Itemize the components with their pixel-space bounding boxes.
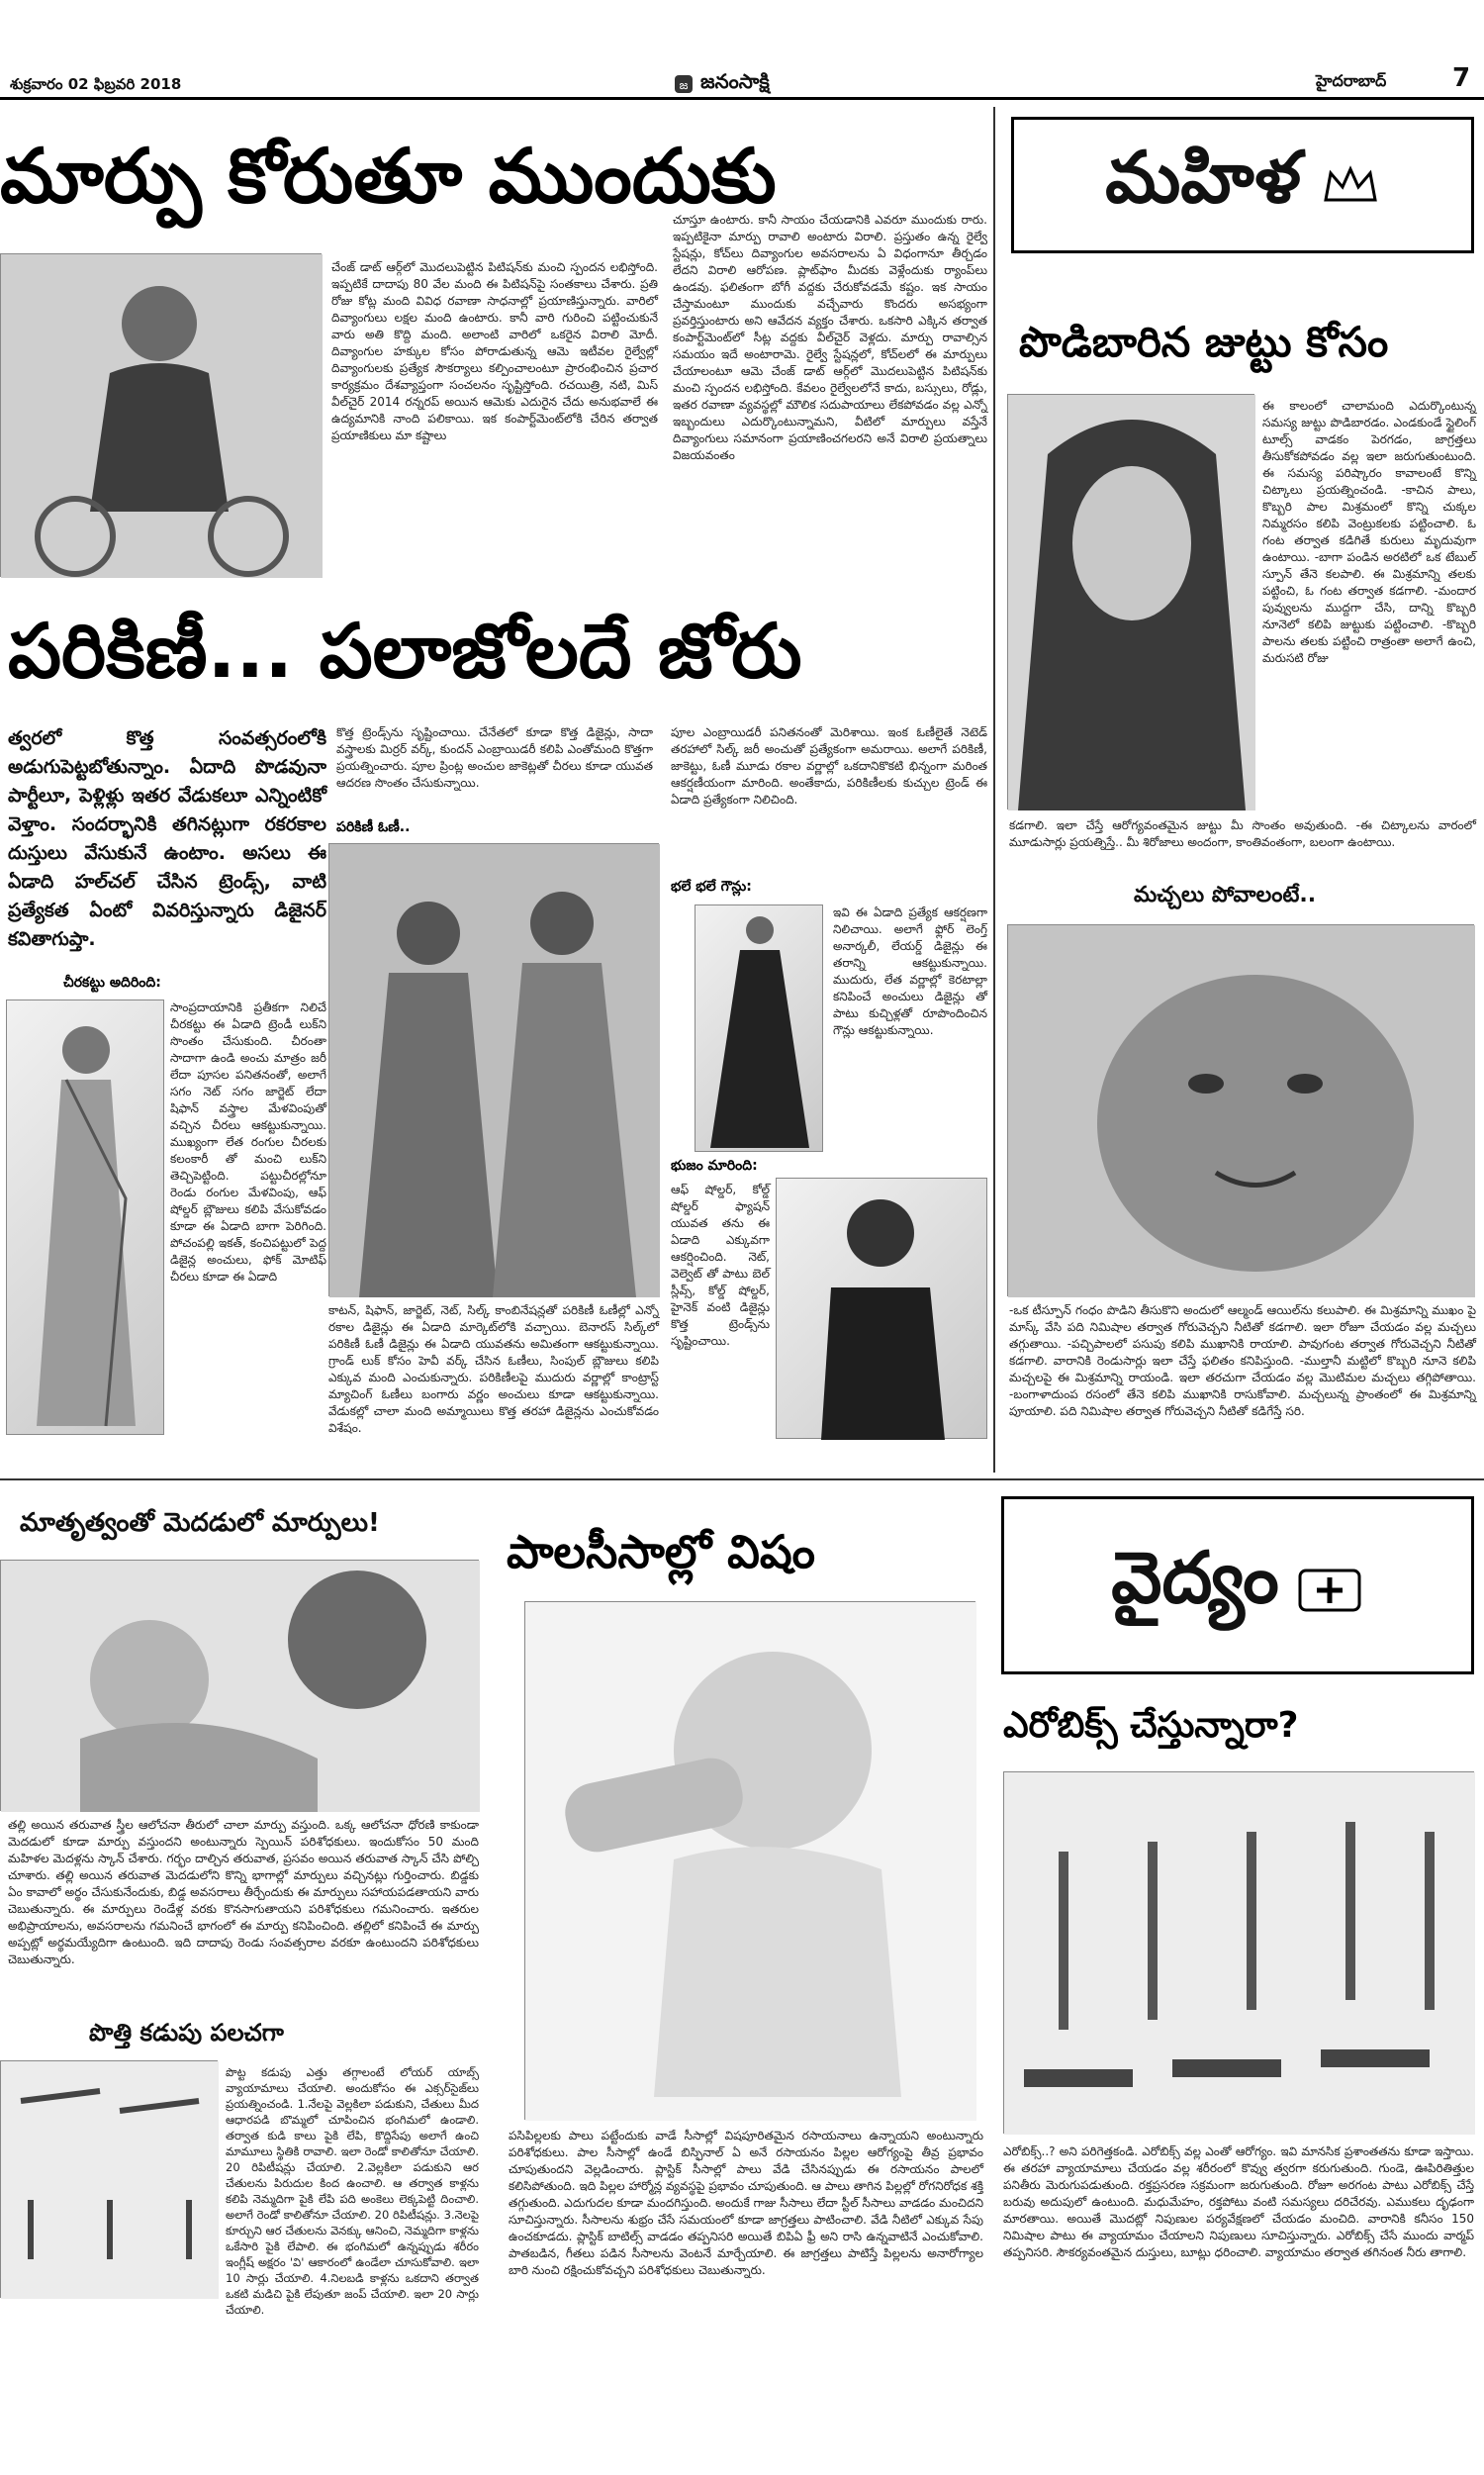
aerobics-class-illustration [1004, 1772, 1475, 2135]
story2-subhead-bhujam: భుజం మారింది: [671, 1158, 758, 1174]
story2-subhead-gown: భలే భలే గౌన్లు: [671, 879, 752, 895]
baby-drinking-bottle-illustration [525, 1602, 976, 2121]
off-shoulder-model-illustration [777, 1179, 988, 1440]
langa-voni-photo [328, 843, 659, 1296]
story1-column-1: చేంజ్ డాట్ ఆర్గ్‌లో మొదలుపెట్టిన పిటిషన్‌కు మంచి స్పందన లభిస్తోంది. ఇప్పటికే దాదాపు 80 వేల మంది ఈ పిటిషన్‌పై సంతకాలు చేశారు. ప్రతి రోజు కోట్ల మంది వివిధ రవాణా సాధనాల్లో ప్రయాణిస్తున్నారు. వారిలో దివ్యాంగులు లక్షల మంది ఉంటారు. కానీ వారి గురించి పట్టించుకునే వారు అతి కొద్ది మంది. అలాంటి వారిలో ఒకరైన విరాలి మోదీ. దివ్యాంగుల హక్కుల కోసం పోరాడుతున్న ఆమె ఇటీవల రైల్వేల్లో దివ్యాంగులకు ప్రత్యేక సౌకర్యాలు కల్పించాలంటూ ప్రారంభించిన ప్రచార కార్యక్రమం దేశవ్యాప్తంగా సంచలనం సృష్టిస్తోంది. రచయిత్రి, నటి, మిస్ వీల్‌చైర్ 2014 రన్నరప్ అయిన ఆమెకు ఎదురైన చేదు అనుభవాలే ఈ ఉద్యమానికి నాంది పలికాయి. ఇక కంపార్ట్‌మెంట్‌లోకి చేరిన తర్వాత ప్రయాణికులు మా కష్టాలు [331, 260, 658, 442]
masthead-rule [0, 97, 1484, 100]
story2-intro: త్వరలో కొత్త సంవత్సరంలోకి అడుగుపెట్టబోతున్నాం. ఏదాది పొడవునా పార్టీలూ, పెళ్లిళ్లు ఇతర వేడుకలూ ఎన్నింటికో వెళ్తాం. సందర్భానికి తగినట్లుగా రకరకాల దుస్తులు వేసుకునే ఉంటాం. అసలు ఈ ఏడాది హల్‌చల్ చేసిన ట్రెండ్స్‌, వాటి ప్రత్యేకత ఏంటో వివరిస్తున్నారు డిజైనర్ కవితాగుప్తా. [8, 727, 326, 950]
medical-kit-icon [1295, 1556, 1364, 1615]
story3-headline: మాతృత్వంతో మెదడులో మార్పులు! [20, 1508, 380, 1538]
woman-face-mask-illustration [1008, 925, 1475, 1297]
svg-text:జ: జ [679, 77, 689, 92]
mahila1-text-2: కడగాలి. ఇలా చేస్తే ఆరోగ్యవంతమైన జుట్టు మీ సొంతం అవుతుంది. -ఈ చిట్కాలను వారంలో మూడుసార్లు ప్రయత్నిస్తే.. మీ శిరోజాలు అందంగా, కాంతివంతంగా, బలంగా ఉంటాయి. [1009, 818, 1476, 849]
story1-headline: మార్పు కోరుతూ ముందుకు [0, 132, 777, 220]
cheera-text: సాంప్రదాయానికి ప్రతీకగా నిలిచే చీరకట్టు ఈ ఏడాది ట్రెండీ లుక్‌ని సొంతం చేసుకుంది. చీరంతా సాదాగా ఉండి అంచు మాత్రం జరీ లేదా పూసల పనితనంతో, అలాగే సగం నెట్ సగం జార్జెట్ లేదా షిఫాన్ వస్త్రాల మేళవింపుతో వచ్చిన చీరలు ఆకట్టుకున్నాయి. ముఖ్యంగా లేత రంగుల చీరలకు కలంకారీ తో మంచి లుక్‌ని తెచ్చిపెట్టింది. పట్టుచీరల్లోనూ రెండు రంగుల మేళవింపు, ఆఫ్ షోల్డర్ బ్లౌజులు కలిపి వేసుకోవడం కూడా ఈ ఏడాది బాగా పెరిగింది. పోచంపల్లి ఇకత్, కంచిపట్టులో పెద్ద డిజైన్ల అంచులు, ఫోక్ మోటిఫ్ చీరలు కూడా ఈ ఏడాది [170, 1000, 326, 1284]
story2-subhead-parikini: పరికిణీ ఓణీ.. [336, 819, 411, 835]
two-girls-langa-voni-illustration [329, 844, 660, 1297]
issue-date: శుక్రవారం 02 ఫిబ్రవరి 2018 [10, 75, 182, 93]
section-separator [0, 1478, 1484, 1480]
story3-text: తల్లి అయిన తరువాత స్త్రీల ఆలోచనా తీరులో చాలా మార్పు వస్తుంది. ఒక్క ఆలోచనా ధోరణి కాకుండా మెదడులో కూడా మార్పు వస్తుందని అంటున్నారు స్పెయిన్ పరిశోధకులు. ఇందుకోసం 50 మంది మహిళల మెదళ్లను స్కాన్ చేశారు. గర్భం దాల్చిన తరువాత, ప్రసవం అయిన తరువాత స్కాన్ చేసి పోల్చి చూశారు. తల్లి అయిన తరువాత మెదడులోని కొన్ని భాగాల్లో మార్పులు వచ్చినట్లు గుర్తించారు. బిడ్డకు ఏం కావాలో అర్థం చేసుకునేందుకు, బిడ్డ అవసరాలు తీర్చేందుకు ఈ మార్పులు సహాయపడతాయని వారు చెబుతున్నారు. ఈ మార్పులు రెండేళ్ల వరకు కొనసాగుతాయని పరిశోధకులు గమనించారు. ఇతరుల అభిప్రాయాలను, అవసరాలను గమనించే భాగంలో ఈ మార్పు కనిపించింది. తల్లిలో కనిపించే ఈ మార్పు అప్పట్లో అర్థమయ్యేదిగా ఉంటుంది. ఇది దాదాపు రెండు సంవత్సరాల వరకూ ఉంటుందని పరిశోధకులు చెబుతున్నారు. [8, 1818, 479, 1966]
section-mahila-title: మహిళ [1105, 134, 1301, 219]
off-shoulder-model-photo [776, 1178, 987, 1439]
woman-with-long-hair-illustration [1008, 395, 1255, 810]
story4-headline: పొత్తి కడుపు పలచగా [89, 2019, 284, 2047]
story2-mid-text: కొత్త ట్రెండ్స్‌ను సృష్టించాయి. చేనేతలో కూడా కొత్త డిజైన్లు, సాదా వస్త్రాలకు మిర్రర్ వర్క్, కుందన్ ఎంబ్రాయిడరీ కలిపి ఎంతోమంది కొత్తగా ప్రయత్నించారు. పూల ప్రింట్ల అంచుల జాకెట్లతో చీరలు కూడా యువత ఆదరణ సొంతం చేసుకున్నాయి. [336, 725, 653, 790]
section-vaidyam-banner [1001, 1496, 1474, 1674]
mahila1-headline: పొడిబారిన జుట్టు కోసం [1019, 318, 1389, 366]
crown-icon [1321, 165, 1380, 205]
paper-logo-icon [673, 73, 695, 95]
story2-headline: పరికిణీ... పలాజోలదే జోరు [8, 607, 802, 695]
section-vaidyam-title: వైద్యం [1111, 1534, 1279, 1619]
mother-baby-photo [0, 1560, 479, 1811]
bhujam-text: ఆఫ్ షోల్డర్, కోల్డ్ షోల్డర్ ఫ్యాషన్ యువత తను ఈ ఏడాది ఎక్కువగా ఆకర్షించింది. నెట్, వెల్వెట్ తో పాటు బెల్ స్లీవ్స్, కోల్డ్ షోల్డర్, హైనెక్ వంటి డిజైన్లు కొత్త ట్రెండ్స్‌ను సృష్టించాయి. [671, 1183, 770, 1348]
story5-headline: పాలసీసాల్లో విషం [507, 1525, 815, 1578]
exercise-poses-photo [0, 2060, 218, 2298]
gown-model-illustration [696, 905, 824, 1153]
mahila1-text-1: ఈ కాలంలో చాలామంది ఎదుర్కొంటున్న సమస్య జుట్టు పొడిబారడం. ఎండకుండే స్టైలింగ్ టూల్స్ వాడకం పెరగడం, జాగ్రత్తలు తీసుకోకపోవడం వల్ల ఇలా జరుగుతుంటుంది. ఈ సమస్య పరిష్కారం కావాలంటే కొన్ని చిట్కాలు ప్రయత్నించండి. -కాచిన పాలు, కొబ్బరి పాల మిశ్రమంలో కొన్ని చుక్కల నిమ్మరసం కలిపి వెంట్రుకలకు పట్టించాలి. ఓ గంట తర్వాత కడిగితే కురులు మృదువుగా ఉంటాయి. -బాగా పండిన అరటిలో ఒక టేబుల్ స్పూన్ తేనె కలపాలి. ఈ మిశ్రమాన్ని తలకు పట్టించి, ఓ గంట తర్వాత కడగాలి. -మందార పువ్వులను ముద్దగా చేసి, దాన్ని కొబ్బరి నూనెలో కలిపి జుట్టుకు పట్టించాలి. -కొబ్బరి పాలను తలకు పట్టించి రాత్రంతా అలాగే ఉంచి, మరుసటి రోజు [1262, 399, 1476, 665]
parikini-text: కాటన్, షిఫాన్, జార్జెట్, నెట్, సిల్క్ కాంబినేషన్లతో పరికిణీ ఓణీల్లో ఎన్నో రకాల డిజైన్లు ఈ ఏడాది మార్కెట్‌లోకి వచ్చాయి. బెనారస్ సిల్క్‌లో పరికిణీ ఓణీ డిజైన్లు ఈ ఏడాది యువతను అమితంగా ఆకట్టుకున్నాయి. గ్రాండ్ లుక్ కోసం హెవీ వర్క్ చేసిన ఓణీలు, సింపుల్ బ్లౌజులు కలిపి ఎక్కువ మంది ఎంచుకున్నారు. పరికిణీలపై ముదురు వర్ణాల్లో కాంట్రాస్ట్ మ్యాచింగ్ ఓణీలు బంగారు వర్ణం అంచులు కూడా ఆకట్టుకున్నాయి. వేడుకల్లో చాలా మంది అమ్మాయిలు కొత్త తరహా డిజైన్లను ఎంచుకోవడం విశేషం. [328, 1303, 659, 1435]
story1-photo [0, 253, 322, 577]
saree-model-photo [6, 1000, 164, 1435]
mahila2-headline: మచ్చలు పోవాలంటే.. [1134, 883, 1317, 907]
woman-wheelchair-illustration [1, 254, 323, 578]
column-divider-top [993, 107, 995, 1473]
face-mask-photo [1007, 924, 1474, 1296]
story6-text: ఎరోబిక్స్..? అని పరిగెత్తకండి. ఎరోబిక్స్ వల్ల ఎంతో ఆరోగ్యం. ఇవి మానసిక ప్రశాంతతను కూడా ఇస్తాయి. ఈ తరహా వ్యాయామాలు చేయడం వల్ల శరీరంలో కొవ్వు త్వరగా కరుగుతుంది. గుండె, ఊపిరితిత్తుల పనితీరు మెరుగుపడుతుంది. రక్తప్రసరణ సక్రమంగా జరుగుతుంది. రోజూ అరగంట పాటు ఎరోబిక్స్ చేస్తే బరువు అదుపులో ఉంటుంది. మధుమేహం, రక్తపోటు వంటి సమస్యలు దరిచేరవు. ఎముకలు దృఢంగా మారతాయి. అయితే మొదట్లో నిపుణుల పర్యవేక్షణలో చేయడం మంచిది. వారానికి కనీసం 150 నిమిషాల పాటు ఈ వ్యాయామం చేయాలని నిపుణులు సూచిస్తున్నారు. ఎరోబిక్స్ చేసే ముందు వార్మప్ తప్పనిసరి. సౌకర్యవంతమైన దుస్తులు, బూట్లు ధరించాలి. వ్యాయామం తర్వాత తగినంత నీరు తాగాలి. [1003, 2144, 1474, 2259]
mahila2-text: -ఒక టీస్పూన్ గంధం పొడిని తీసుకొని అందులో ఆల్మండ్ ఆయిల్‌ను కలుపాలి. ఈ మిశ్రమాన్ని ముఖం పై మాస్క్ వేసి పది నిమిషాల తర్వాత గోరువెచ్చని నీటితో కడగాలి. ఇలా రోజూ చేయడం వల్ల మచ్చలు తగ్గుతాయి. -పచ్చిపాలలో పసుపు కలిపి ముఖానికి రాయాలి. పావుగంట తర్వాత గోరువెచ్చని నీటితో కడగాలి. వారానికి రెండుసార్లు ఇలా చేస్తే ఫలితం కనిపిస్తుంది. -ముల్తానీ మట్టిలో కొబ్బరి నూనె కలిపి మచ్చలపై ఈ మిశ్రమాన్ని రాయండి. ఇలా తరచుగా చేయడం వల్ల మొటిమల మచ్చలు తగ్గిపోతాయి. -బంగాళాదుంప రసంలో తేనె కలిపి ముఖానికి రాసుకోవాలి. మచ్చలున్న ప్రాంతంలో ఈ మిశ్రమాన్ని పూయాలి. పది నిమిషాల తర్వాత గోరువెచ్చని నీటితో కడిగేస్తే సరి. [1009, 1303, 1476, 1418]
story2-subhead-cheera: చీరకట్టు అదిరింది: [63, 975, 161, 991]
aerobics-photo [1003, 1771, 1474, 2134]
mother-with-baby-illustration [1, 1561, 480, 1812]
section-mahila-banner [1011, 117, 1474, 253]
city-name: హైదరాబాద్ [1316, 71, 1387, 90]
story2-right-text: పూల ఎంబ్రాయిడరీ పనితనంతో మెరిశాయి. ఇంక ఓణీలైతే నెటెడ్ తరహాలో సిల్క్ జరీ అంచుతో ప్రత్యేకంగా అమరాయి. అలాగే పరికిణీ, జాకెట్టు, ఓణీ మూడు రకాల వర్ణాల్లో ఒకదానికొకటి భిన్నంగా మరింత ఆకర్షణీయంగా మారింది. అంతేకాదు, పరికిణీలకు కుచ్చుల ట్రెండ్ ఈ ఏడాది ప్రత్యేకంగా నిలిచింది. [671, 725, 987, 807]
abdominal-exercise-poses-illustration [1, 2061, 219, 2299]
saree-model-illustration [7, 1000, 165, 1436]
gown-model-photo [695, 904, 823, 1152]
gown-text: ఇవి ఈ ఏడాది ప్రత్యేక ఆకర్షణగా నిలిచాయి. అలాగే ఫ్లోర్ లెంగ్త్ అనార్కలీ, లేయర్డ్ డిజైన్లు ఈ తరాన్ని ఆకట్టుకున్నాయి. ముదురు, లేత వర్ణాల్లో కెరటాల్లా కనిపించే అంచులు డిజైన్లు తో పాటు కుచ్చిళ్లతో రూపొందించిన గౌన్లు ఆకట్టుకున్నాయి. [833, 905, 987, 1037]
story4-text: పొట్ట కడుపు ఎత్తు తగ్గాలంటే లోయర్ యాబ్స్ వ్యాయామాలు చేయాలి. అందుకోసం ఈ ఎక్సర్‌సైజ్‌లు ప్రయత్నించండి. 1.నేలపై వెల్లకిలా పడుకుని, చేతులు మీద ఆధారపడి బొమ్మలో చూపించిన భంగిమలో ఉండాలి. తర్వాత కుడి కాలు పైకి లేపి, కొద్దిసేపు అలాగే ఉంచి మామూలు స్థితికి రావాలి. ఇలా రెండో కాలితోనూ చేయాలి. 20 రిపిటీషన్లు చేయాలి. 2.వెల్లకిలా పడుకుని ఆర చేతులను పిరుదుల కింద ఉంచాలి. ఆ తర్వాత కాళ్లను కలిపి నెమ్మదిగా పైకి లేపి పది అంకెలు లెక్కపెట్టి దించాలి. అలాగే రెండో కాలితోనూ చేయాలి. 20 రిపిటీషన్లు. 3.నెలపై కూర్చుని ఆర చేతులను వెనక్కు ఆనించి, నెమ్మదిగా కాళ్లను ఒకేసారి పైకి లేపాలి. ఈ భంగిమలో ఉన్నప్పుడు శరీరం ఇంగ్లీష్ అక్షరం 'వి' ఆకారంలో ఉండేలా చూసుకోవాలి. ఇలా 10 సార్లు చేయాలి. 4.నిలబడి కాళ్లను ఒకదాని తర్వాత ఒకటి మడిచి పైకి లేపుతూ జంప్ చేయాలి. ఇలా 20 సార్లు చేయాలి. [226, 2065, 479, 2317]
story6-headline: ఎరోబిక్స్ చేస్తున్నారా? [1003, 1705, 1299, 1746]
baby-bottle-photo [524, 1601, 975, 2120]
story5-text: పసిపిల్లలకు పాలు పట్టేందుకు వాడే సీసాల్లో విషపూరితమైన రసాయనాలు ఉన్నాయని అంటున్నారు పరిశోధకులు. పాల సీసాల్లో ఉండే బిస్ఫినాల్ ఏ అనే రసాయనం పిల్లల ఆరోగ్యంపై తీవ్ర ప్రభావం చూపుతుందని వెల్లడించారు. ప్లాస్టిక్ సీసాల్లో పాలు వేడి చేసినప్పుడు ఈ రసాయనం పాలలో కలిసిపోతుంది. ఇది పిల్లల హార్మోన్ల వ్యవస్థపై ప్రభావం చూపుతుంది. ఆ పాలు తాగిన పిల్లల్లో రోగనిరోధక శక్తి తగ్గుతుంది. ఎదుగుదల కూడా మందగిస్తుంది. అందుకే గాజు సీసాలు లేదా స్టీల్ సీసాలు వాడడం మంచిదని సూచిస్తున్నారు. సీసాలను శుభ్రం చేసే సమయంలో కూడా జాగ్రత్తలు పాటించాలి. వేడి నీటిలో ఎక్కువ సేపు ఉంచకూడదు. ప్లాస్టిక్ బాటిల్స్ వాడడం తప్పనిసరి అయితే బిపిఏ ఫ్రీ అని రాసి ఉన్నవాటినే ఎంచుకోవాలి. పాతబడిన, గీతలు పడిన సీసాలను వెంటనే మార్చేయాలి. ఈ జాగ్రత్తలు పాటిస్తే పిల్లలను అనారోగ్యాల బారి నుంచి రక్షించుకోవచ్చని పరిశోధకులు చెబుతున్నారు. [509, 2129, 983, 2277]
paper-logo [673, 69, 770, 98]
paper-name: జనంసాక్షి [700, 69, 770, 93]
hair-woman-photo [1007, 394, 1254, 809]
page-number: 7 [1452, 63, 1471, 93]
story1-column-2: చూస్తూ ఉంటారు. కానీ సాయం చేయడానికి ఎవరూ ముందుకు రారు. ఇప్పటికైనా మార్పు రావాలి అంటారు విరాలి. ప్రస్తుతం ఉన్న రైల్వే స్టేషన్లు, కోచ్‌లు దివ్యాంగుల అవసరాలను ఏ విధంగానూ తీర్చడం లేదని విరాలి ఆరోపణ. ప్లాట్‌ఫాం మీదకు వెళ్లేందుకు ర్యాంప్‌లు ఉండవు. ఫలితంగా బోగీ వద్దకు చేరుకోవడమే కష్టం. ఇక సాయం చేస్తామంటూ ముందుకు వచ్చేవారు కొందరు అసభ్యంగా ప్రవర్తిస్తుంటారు అని ఆవేదన వ్యక్తం చేశారు. ఒకసారి ఎక్కిన తర్వాత కంపార్ట్‌మెంట్‌లో సీట్ల వద్దకు వీల్‌చైర్ వెళ్లదు. మార్పు రావాల్సిన సమయం ఇదే అంటారామె. రైల్వే స్టేషన్లలో, కోచ్‌లలో ఈ మార్పులు చేయాలంటూ ఆమె చేంజ్ డాట్ ఆర్గ్‌లో మొదలుపెట్టిన పిటిషన్‌కు మంచి స్పందన లభిస్తోంది. కేవలం రైల్వేలలోనే కాదు, బస్సులు, రోడ్లు, ఇతర రవాణా వ్యవస్థల్లో మౌలిక సదుపాయాలు లేకపోవడం వల్ల ఎన్నో ఇబ్బందులు ఎదుర్కొంటున్నామని, వీటిలో మార్పులు వస్తేనే దివ్యాంగులు సమానంగా ప్రయాణించగలరని అనే విరాలి ప్రయత్నాలు విజయవంతం [673, 213, 987, 462]
